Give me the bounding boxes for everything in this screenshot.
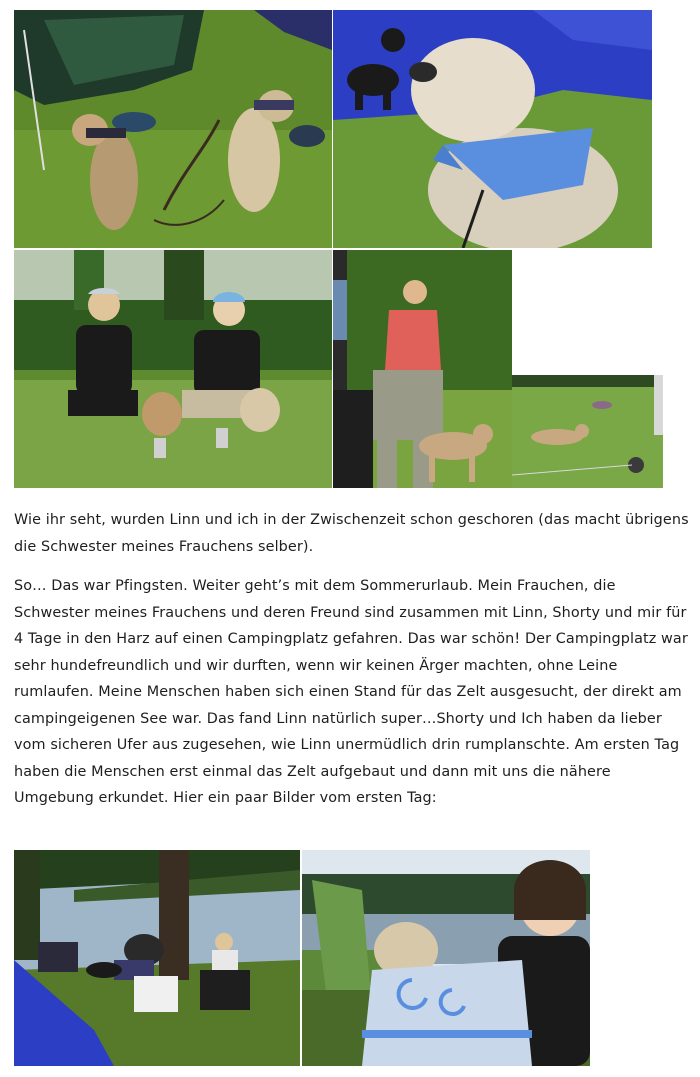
photo-women-with-trophies xyxy=(14,250,332,488)
paragraph-summer-holiday xyxy=(14,573,690,812)
photo-woman-dog-towel xyxy=(302,850,590,1066)
photo-woman-walking-dog xyxy=(333,250,512,488)
photo-dog-blue-scarf xyxy=(333,10,652,248)
photo-dog-running-field xyxy=(512,375,663,488)
paragraph-haircut-text: Wie ihr seht, wurden Linn und ich in der Zwischenzeit schon geschoren (das macht übrigens die Schwester meines Frauchens selber). xyxy=(14,512,689,555)
photo-two-dogs-tent xyxy=(14,10,332,248)
paragraph-haircut xyxy=(14,507,690,560)
paragraph-summer-holiday-text: So… Das war Pfingsten. Weiter geht’s mit dem Sommerurlaub. Mein Frauchen, die Schwester meines Frauchens und deren Freund sind zusammen mit Linn, Shorty und mir für 4 Tage in den Harz auf einen Campingplatz gefahren. Das war schön! Der Campingplatz war sehr hundefreundlich und wir durften, wenn wir keinen Ärger machten, ohne Leine rumlaufen. Meine Menschen haben sich einen Stand für das Zelt ausgesucht, der direkt am campingeigenen See war. Das fand Linn natürlich super…Shorty und Ich haben da lieber vom sicheren Ufer aus zugesehen, wie Linn unermüdlich drin rumplanschte. Am ersten Tag haben die Menschen erst einmal das Zelt aufgebaut und dann mit uns die nähere Umgebung erkundet. Hier ein paar Bilder vom ersten Tag: xyxy=(14,578,688,806)
photo-lake-campsite xyxy=(14,850,300,1066)
